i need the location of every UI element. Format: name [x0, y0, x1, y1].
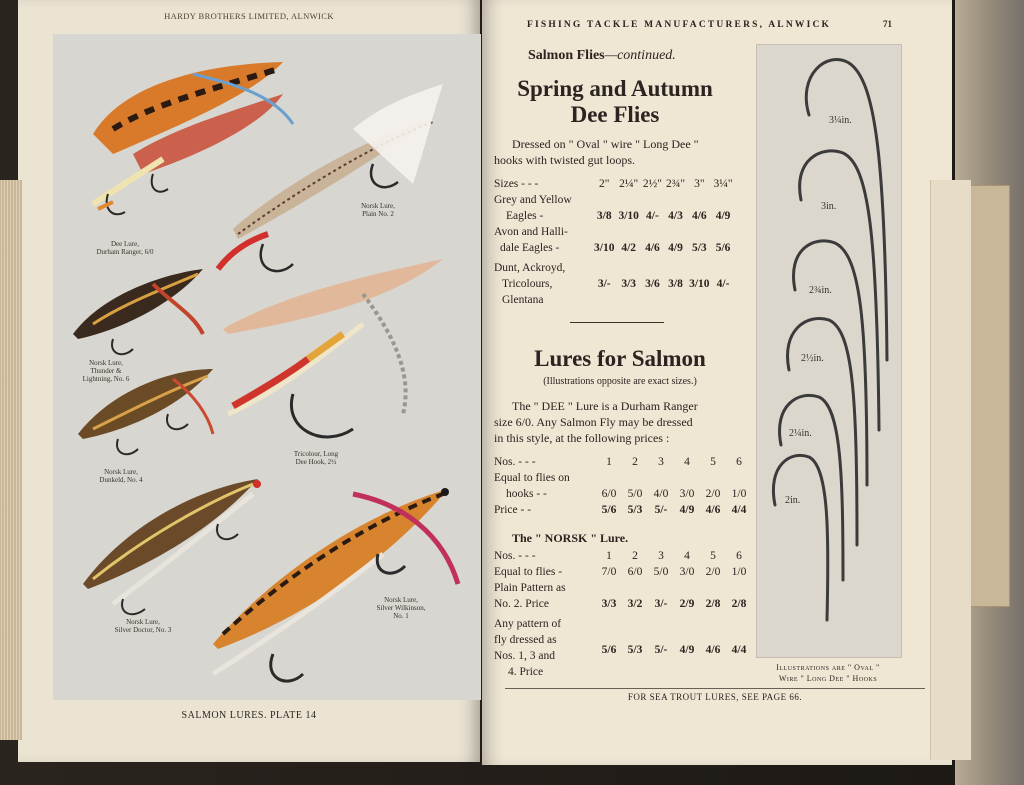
fly-label-thunder-lightning: Norsk Lure, Thunder & Lightning, No. 6: [82, 359, 130, 383]
left-running-head: HARDY BROTHERS LIMITED, ALNWICK: [164, 11, 334, 21]
fly-durham-ranger-image: [93, 62, 293, 214]
table-row: Equal to flies - 7/0 6/0 5/0 3/0 2/0 1/0: [494, 566, 747, 578]
table-row: Any pattern of: [494, 618, 562, 630]
table-row: Avon and Halli-: [494, 226, 568, 238]
fly-label-norsk-plain: Norsk Lure, Plain No. 2: [361, 202, 395, 218]
fly-label-silver-doctor: Norsk Lure, Silver Doctor, No. 3: [114, 618, 172, 634]
fly-label-tricolour: Tricolour, Long Dee Hook, 2½: [293, 450, 339, 466]
dee-flies-intro: Dressed on " Oval " wire " Long Dee " hooks with twisted gut loops.: [494, 137, 699, 167]
hook-label-1: 3¼in.: [829, 115, 852, 126]
table-row: Nos. - - - 1 2 3 4 5 6: [494, 456, 742, 468]
page-tab: [968, 185, 1010, 607]
table-row: Plain Pattern as: [494, 582, 566, 594]
hook-illustrations-panel: [756, 44, 902, 658]
table-row: Dunt, Ackroyd,: [494, 262, 566, 274]
footnote: FOR SEA TROUT LURES, SEE PAGE 66.: [627, 692, 803, 702]
norsk-price-table: [492, 550, 752, 682]
fly-silver-doctor-image: [83, 479, 261, 614]
hook-label-2: 3in.: [821, 201, 837, 212]
dee-flies-title: Spring and Autumn Dee Flies: [517, 76, 713, 127]
lures-for-salmon-title: Lures for Salmon: [534, 346, 706, 371]
hook-3-25in: [806, 60, 887, 360]
table-row: fly dressed as 5/6 5/3 5/- 4/9 4/6 4/4: [494, 634, 747, 656]
table-row: Sizes - - - 2" 2¼" 2½" 2¾" 3" 3¼": [494, 178, 733, 190]
hook-label-4: 2½in.: [801, 353, 824, 364]
fly-thunder-lightning-image: [73, 269, 203, 354]
fly-silver-wilkinson-image: [213, 488, 458, 681]
dee-flies-price-table: [492, 178, 735, 310]
page-number: 71: [883, 19, 892, 29]
fly-label-durham-ranger: Dee Lure, Durham Ranger, 6/0: [96, 240, 154, 256]
table-row: Nos. - - - 1 2 3 4 5 6: [494, 550, 742, 562]
table-row: Grey and Yellow: [494, 194, 572, 206]
page-edges: [0, 180, 22, 740]
table-row: 4. Price: [508, 666, 544, 678]
table-row: No. 2. Price 3/3 3/2 3/- 2/9 2/8 2/8: [494, 598, 747, 610]
norsk-heading: The " NORSK " Lure.: [512, 531, 629, 545]
right-running-head: FISHING TACKLE MANUFACTURERS, ALNWICK: [527, 20, 832, 30]
table-row: hooks - - 6/0 5/0 4/0 3/0 2/0 1/0: [506, 488, 747, 500]
table-row: dale Eagles - 3/10 4/2 4/6 4/9 5/3 5/6: [500, 242, 731, 254]
table-row: Nos. 1, 3 and: [494, 650, 556, 662]
fold-out-edge: [930, 180, 971, 760]
left-page: [18, 0, 480, 762]
fly-tricolour-image: [223, 259, 443, 437]
dee-lure-price-table: [492, 456, 752, 520]
table-row: Tricolours, 3/- 3/3 3/6 3/8 3/10 4/-: [502, 278, 730, 290]
table-row: Glentana: [502, 294, 544, 306]
dee-lure-description: The " DEE " Lure is a Durham Ranger size 6/0. Any Salmon Fly may be dressed in this style, at the following prices :: [494, 399, 698, 445]
salmon-lures-plate: [53, 34, 481, 700]
hook-caption: Illustrations are " Oval " Wire " Long Dee " Hooks: [776, 663, 880, 683]
hook-label-3: 2¾in.: [809, 285, 832, 296]
hook-label-6: 2in.: [785, 495, 801, 506]
footnote-rule: [505, 688, 925, 689]
fly-label-silver-wilkinson: Norsk Lure, Silver Wilkinson, No. 1: [376, 596, 426, 620]
hook-2-25in: [780, 395, 843, 580]
lures-note: (Illustrations opposite are exact sizes.): [543, 376, 697, 387]
hook-2in: [773, 455, 827, 620]
section-divider: [570, 322, 664, 323]
table-row: Equal to flies on: [494, 472, 570, 484]
hook-label-5: 2¼in.: [789, 428, 812, 439]
fly-label-dunkeld: Norsk Lure, Dunkeld, No. 4: [99, 468, 143, 484]
hook-drawings: [757, 45, 901, 657]
plate-caption: SALMON LURES. PLATE 14: [181, 710, 317, 721]
table-row: Eagles - 3/8 3/10 4/- 4/3 4/6 4/9: [506, 210, 731, 222]
table-row: Price - - 5/6 5/3 5/- 4/9 4/6 4/4: [494, 504, 747, 516]
section-subheading: Salmon Flies—continued.: [528, 48, 676, 63]
